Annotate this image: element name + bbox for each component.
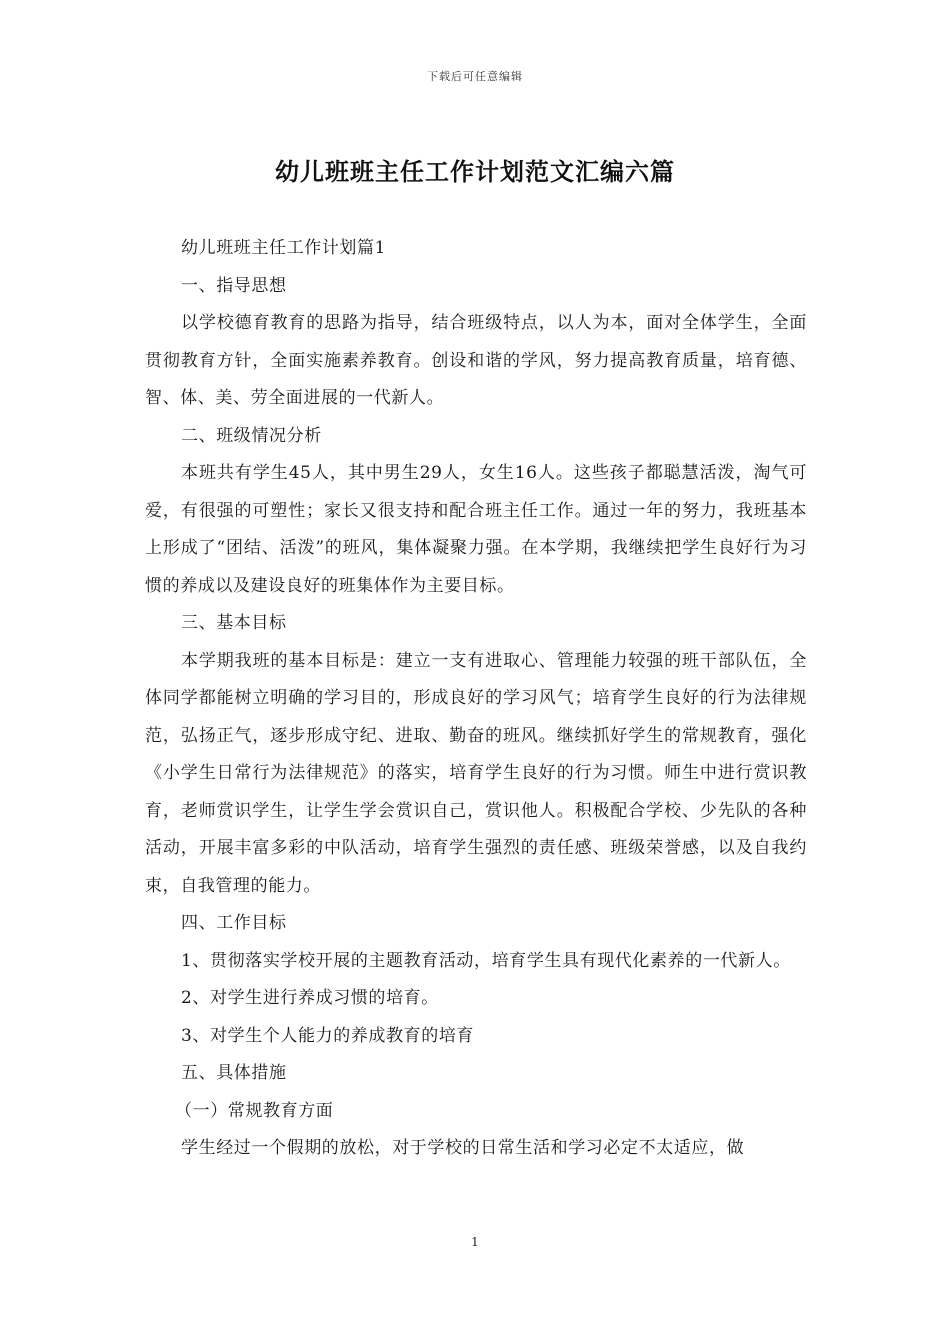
work-goal-item-3: 3、对学生个人能力的养成教育的培育 (181, 1025, 475, 1046)
heading-basic-goals: 三、基本目标 (181, 613, 287, 633)
heading-guiding-ideology: 一、指导思想 (181, 275, 287, 296)
document-title: 幼儿班班主任工作计划范文汇编六篇 (275, 157, 675, 186)
document-body (145, 230, 807, 1168)
page-number: 1 (471, 1235, 479, 1249)
paragraph-basic-goals: 本学期我班的基本目标是：建立一支有进取心、管理能力较强的班干部队伍，全体同学都能树立明确的学习目的，形成良好的学习风气；培育学生良好的行为法律规范，弘扬正气，逐步形成守纪、进取、勤奋的班风。继续抓好学生的常规教育，强化《小学生日常行为法律规范》的落实，培育学生良好的行为习惯。师生中进行赏识教育，老师赏识学生，让学生学会赏识自己，赏识他人。积极配合学校、少先队的各种活动，开展丰富多彩的中队活动，培育学生强烈的责任感、班级荣誉感，以及自我约束，自我管理的能力。 (145, 650, 807, 896)
download-note: 下载后可任意编辑 (427, 70, 523, 83)
paragraph-routine-education: 学生经过一个假期的放松，对于学校的日常生活和学习必定不太适应，做 (181, 1138, 745, 1158)
paragraph-class-analysis: 本班共有学生45人，其中男生29人，女生16人。这些孩子都聪慧活泼，淘气可爱，有很强的可塑性；家长又很支持和配合班主任工作。通过一年的努力，我班基本上形成了“团结、活泼”的班风，集体凝聚力强。在本学期，我继续把学生良好行为习惯的养成以及建设良好的班集体作为主要目标。 (145, 463, 807, 596)
work-goal-item-2: 2、对学生进行养成习惯的培育。 (181, 988, 439, 1008)
work-goal-item-1: 1、贯彻落实学校开展的主题教育活动，培育学生具有现代化素养的一代新人。 (181, 950, 791, 971)
section-title: 幼儿班班主任工作计划篇1 (181, 238, 387, 258)
sub-heading-routine-education: （一）常规教育方面 (175, 1100, 334, 1121)
paragraph-guiding-ideology: 以学校德育教育的思路为指导，结合班级特点，以人为本，面对全体学生，全面贯彻教育方针，全面实施素养教育。创设和谐的学风，努力提高教育质量，培育德、智、体、美、劳全面进展的一代新人。 (145, 313, 807, 408)
heading-work-goals: 四、工作目标 (181, 913, 287, 933)
heading-class-analysis: 二、班级情况分析 (181, 425, 322, 446)
heading-specific-measures: 五、具体措施 (181, 1063, 287, 1083)
